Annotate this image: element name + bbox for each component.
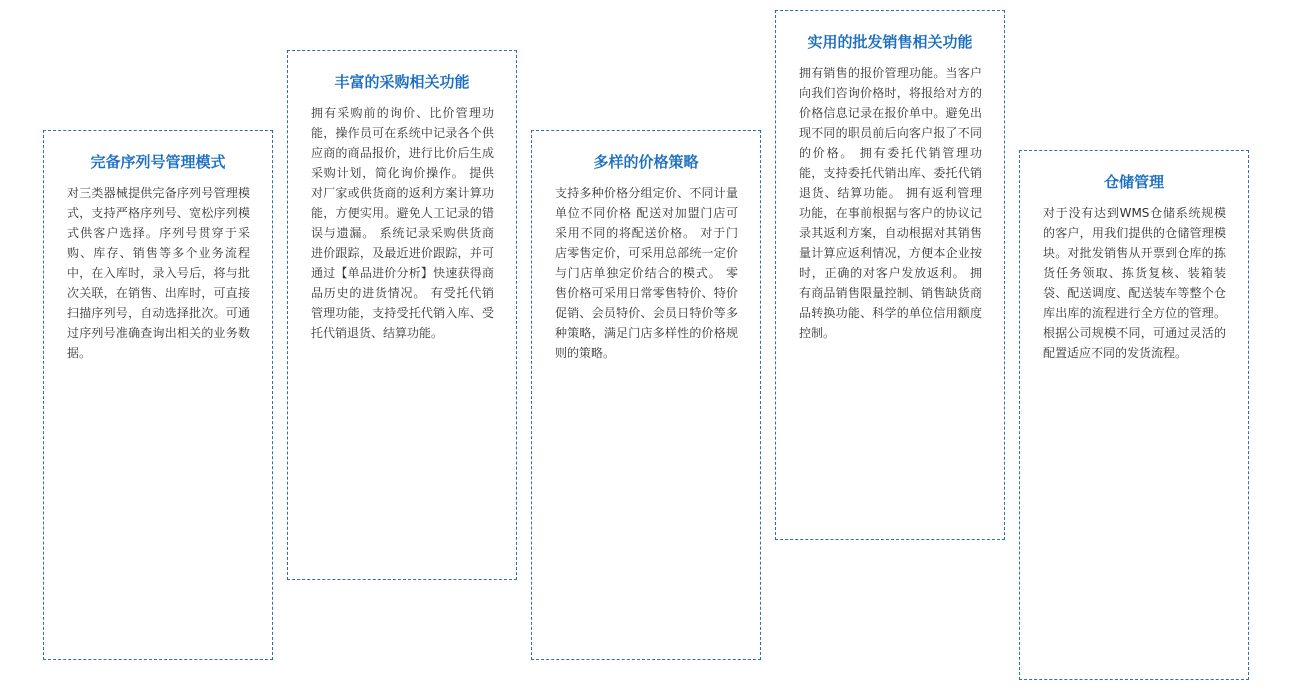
feature-card-purchasing [287, 50, 517, 580]
card-description: 拥有销售的报价管理功能。当客户向我们咨询价格时，将报给对方的价格信息记录在报价单中。避免出现不同的职员前后向客户报了不同的价格。 拥有委托代销管理功能，支持委托代销出库、委托代销退货、结算功能。 拥有返利管理功能，在事前根据与客户的协议记录其返利方案，自动根据对其销售量计算应返利情况，方便本企业按时，正确的对客户发放返利。 拥有商品销售限量控制、销售缺货商品转换功能、科学的单位信用额度控制。 [799, 66, 982, 340]
card-description: 支持多种价格分组定价、不同计量单位不同价格 配送对加盟门店可采用不同的将配送价格。 对于门店零售定价，可采用总部统一定价与门店单独定价结合的模式。 零售价格可采用日常零售特价、特价促销、会员特价、会员日特价等多种策略，满足门店多样性的价格规则的策略。 [555, 186, 738, 360]
card-title: 仓储管理 [1103, 173, 1164, 191]
feature-card-pricing [531, 130, 761, 660]
card-title: 完备序列号管理模式 [90, 153, 226, 171]
feature-card-wholesale [775, 10, 1005, 540]
card-title: 多样的价格策略 [593, 153, 699, 171]
card-description: 拥有采购前的询价、比价管理功能，操作员可在系统中记录各个供应商的商品报价，进行比价后生成采购计划，简化询价操作。 提供对厂家或供货商的返利方案计算功能，方便实用。避免人工记录的错误与遗漏。 系统记录采购供货商进价跟踪，及最近进价跟踪，并可通过【单品进价分析】快速获得商品历史的进货情况。 有受托代销管理功能，支持受托代销入库、受托代销退货、结算功能。 [311, 106, 494, 340]
card-title: 丰富的采购相关功能 [334, 73, 470, 91]
card-title: 实用的批发销售相关功能 [807, 33, 973, 51]
feature-card-serial-number [43, 130, 273, 660]
card-description: 对于没有达到WMS仓储系统规模的客户，用我们提供的仓储管理模块。对批发销售从开票到仓库的拣货任务领取、拣货复核、装箱装袋、配送调度、配送装车等整个仓库出库的流程进行全方位的管理。根据公司规模不同，可通过灵活的配置适应不同的发货流程。 [1043, 206, 1226, 360]
card-description: 对三类器械提供完备序列号管理模式，支持严格序列号、宽松序列模式供客户选择。序列号贯穿于采购、库存、销售等多个业务流程中，在入库时，录入号后，将与批次关联，在销售、出库时，可直接扫描序列号，自动选择批次。可通过序列号准确查询出相关的业务数据。 [67, 186, 250, 360]
feature-card-warehouse [1019, 150, 1249, 680]
